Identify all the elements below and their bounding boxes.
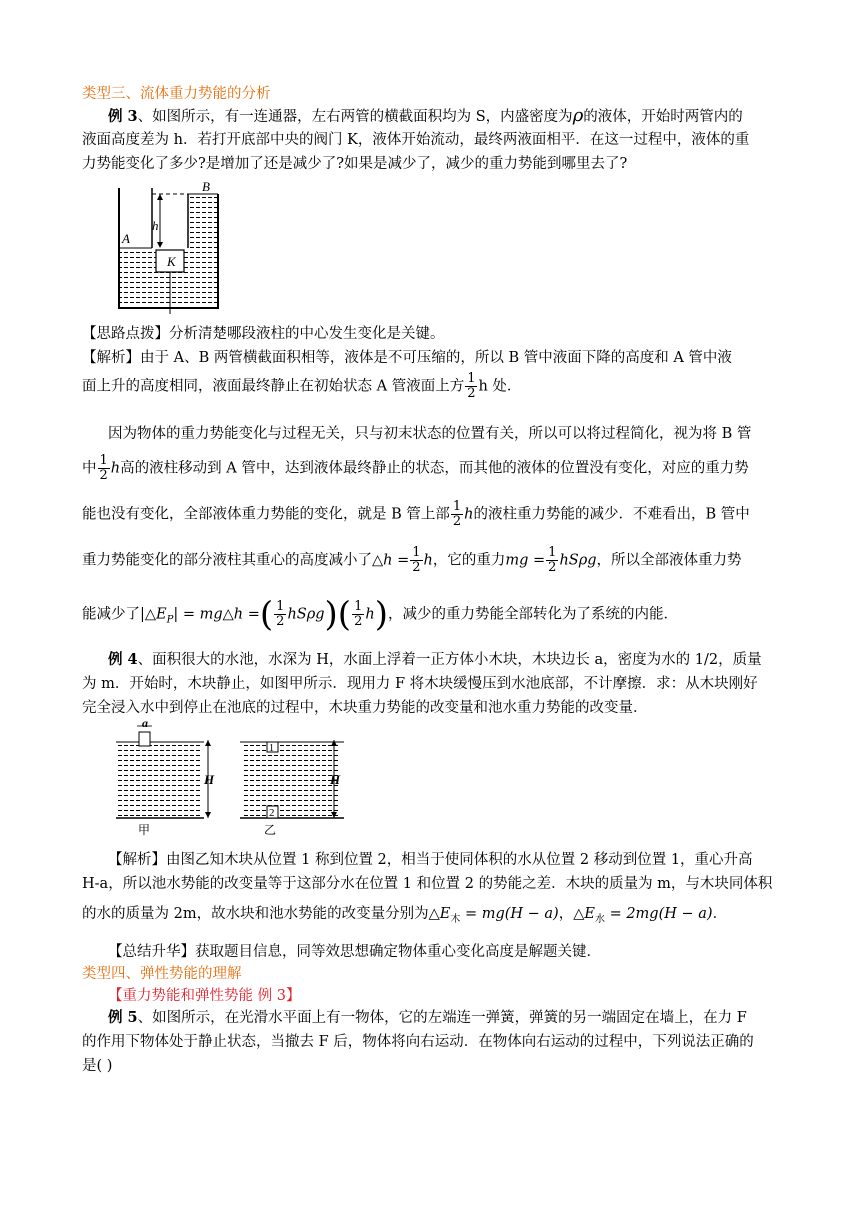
fraction-half: $\frac{1}{2}$ xyxy=(276,599,285,629)
para2-text3b: 的液柱重力势能的减少．不难看出，B 管中 xyxy=(473,506,750,523)
rho-symbol: ρ xyxy=(572,105,584,126)
fraction-half: $\frac{1}{2}$ xyxy=(548,545,557,575)
math-sub-wood: 木 xyxy=(450,913,461,925)
para2-text5b: ，减少的重力势能全部转化为了系统的内能． xyxy=(387,606,678,623)
solution-tag: 【解析】 xyxy=(82,350,140,366)
video-link[interactable]: 【重力势能和弹性势能 例 3】 xyxy=(108,988,301,1004)
math-mg: mg = xyxy=(505,552,546,569)
math-dE-water: △E xyxy=(573,906,595,922)
math-sub-water: 水 xyxy=(594,913,605,925)
para2-text2a: 中 xyxy=(82,460,97,477)
example4-line3: 完全浸入水中到停止在池底的过程中，木块重力势能的改变量和池水重力势能的改变量． xyxy=(82,700,648,716)
math-h: h xyxy=(464,506,474,523)
label-pos1: 1 xyxy=(269,743,274,754)
example3-line3: 力势能变化了多少?是增加了还是减少了?如果是减少了，减少的重力势能到哪里去了? xyxy=(82,156,628,172)
label-H-jia: H xyxy=(204,772,215,787)
solution3-text1: 由于 A、B 两管横截面积相等，液体是不可压缩的，所以 B 管中液面下降的高度和 A 管中液 xyxy=(140,350,732,366)
pool-figures xyxy=(112,718,362,840)
para2-line4 xyxy=(82,546,782,575)
label-jia: 甲 xyxy=(138,823,151,837)
example3-line2: 液面高度差为 h．若打开底部中央的阀门 K，液体开始流动，最终两液面相平．在这一过程中，液体的重 xyxy=(82,132,750,148)
label-yi: 乙 xyxy=(264,823,277,837)
connected-vessel-figure xyxy=(112,180,232,315)
solution4-text3: 的水的质量为 2m，故水块和池水势能的改变量分别为 xyxy=(82,906,429,922)
solution4-line2: H-a，所以池水势能的改变量等于这部分水在位置 1 和位置 2 的势能之差．木块的质量为 m，与木块同体积 xyxy=(82,876,773,892)
solution3-text2: 面上升的高度相同，液面最终静止在初始状态 A 管液面上方 xyxy=(82,378,465,395)
math-h: h xyxy=(423,552,433,569)
para2-text4a: 重力势能变化的部分液柱其重心的高度减小了 xyxy=(82,552,372,569)
fraction-half: $\frac{1}{2}$ xyxy=(99,453,108,483)
para2-line2 xyxy=(82,454,782,483)
fraction-half: $\frac{1}{2}$ xyxy=(452,499,462,529)
period: ． xyxy=(712,906,728,922)
fraction-half: $\frac{1}{2}$ xyxy=(354,599,363,629)
math-wood-rhs: = mg(H − a) xyxy=(460,906,559,922)
math-delta-Ep: |△E xyxy=(140,606,167,623)
example3-line1 xyxy=(108,106,808,127)
solution3-line2 xyxy=(82,372,782,401)
solution4-line1 xyxy=(108,850,808,870)
math-h: h xyxy=(110,460,121,477)
solution4-text1: 由图乙知木块从位置 1 称到位置 2，相当于使同体积的水从位置 2 移动到位置 1，重心升高 xyxy=(166,852,753,868)
comma: ， xyxy=(558,906,574,922)
fraction-half: $\frac{1}{2}$ xyxy=(467,371,476,401)
label-pos2: 2 xyxy=(269,807,275,819)
para2-line5: 能减少了$|\triangle E_P|$ = mg△h =( $\frac{1}{2}$ hSρg)( $\frac{1}{2}$ h)，减少的重力势能全部转化为了系统的内能． xyxy=(82,594,678,635)
para2-text5a: 能减少了 xyxy=(82,606,140,623)
para2-text4c: ，所以全部液体重力势 xyxy=(596,552,742,569)
example5-line2: 的作用下物体处于静止状态，当撤去 F 后，物体将向右运动．在物体向右运动的过程中，下列说法正确的 xyxy=(82,1034,754,1050)
section-heading-type3: 类型三、流体重力势能的分析 xyxy=(82,86,271,102)
solution3-text2b: h 处． xyxy=(478,378,522,395)
label-H-yi: H xyxy=(330,772,341,787)
math-eq: | = mg△h = xyxy=(173,606,260,623)
section-heading-type4: 类型四、弹性势能的理解 xyxy=(82,966,242,982)
para2-line3 xyxy=(82,500,782,529)
example4-line2: 为 m．开始时，木块静止，如图甲所示．现用力 F 将木块缓慢压到水池底部，不计摩擦．求：从木块刚好 xyxy=(82,676,758,692)
label-h: h xyxy=(152,218,159,233)
math-sub-P: P xyxy=(166,614,174,626)
solution-tag: 【解析】 xyxy=(108,852,166,868)
math-h: h xyxy=(365,606,375,623)
math-delta-h: △h = xyxy=(372,552,410,569)
summary-line: 【总结升华】获取题目信息，同等效思想确定物体重心变化高度是解题关键． xyxy=(108,944,601,960)
math-dE-wood: △E xyxy=(428,906,451,922)
example3-text: 、如图所示，有一连通器，左右两管的横截面积均为 S，内盛密度为 xyxy=(137,109,573,125)
para2-text4b: ，它的重力 xyxy=(432,552,506,569)
label-a: a xyxy=(142,718,148,730)
hint-line: 【思路点拨】分析清楚哪段液柱的中心发生变化是关键。 xyxy=(82,326,445,342)
para2-text3a: 能也没有变化，全部液体重力势能的变化，就是 B 管上部 xyxy=(82,506,450,523)
math-hSrhog2: hSρg xyxy=(287,606,325,623)
example4-text1: 、面积很大的水池，水深为 H，水面上浮着一正方体小木块，木块边长 a，密度为水的 1/2，质量 xyxy=(137,652,762,668)
example5-line1 xyxy=(108,1008,808,1028)
fraction-half: $\frac{1}{2}$ xyxy=(412,545,421,575)
example3-text-b: 的液体，开始时两管内的 xyxy=(583,109,743,125)
para2-line1: 因为物体的重力势能变化与过程无关，只与初末状态的位置有关，所以可以将过程简化，视为将 B 管 xyxy=(108,426,752,442)
math-water-rhs: = 2mg(H − a) xyxy=(604,906,713,922)
label-A: A xyxy=(122,231,130,246)
solution3-line1 xyxy=(82,348,782,368)
label-B: B xyxy=(202,180,210,194)
para2-text2b: 高的液柱移动到 A 管中，达到液体最终静止的状态，而其他的液体的位置没有变化，对应的重力势 xyxy=(120,460,749,477)
solution4-line3 xyxy=(82,904,782,930)
example5-line3: 是( ) xyxy=(82,1058,113,1074)
example4-line1 xyxy=(108,650,808,670)
example5-text1: 、如图所示，在光滑水平面上有一物体，它的左端连一弹簧，弹簧的另一端固定在墙上，在力 F xyxy=(137,1010,747,1026)
example4-label: 例 4 xyxy=(108,651,138,668)
example3-label: 例 3 xyxy=(108,108,138,125)
example5-label: 例 5 xyxy=(108,1009,138,1026)
math-hSrhog: hSρg xyxy=(559,552,597,569)
label-K: K xyxy=(167,254,176,269)
